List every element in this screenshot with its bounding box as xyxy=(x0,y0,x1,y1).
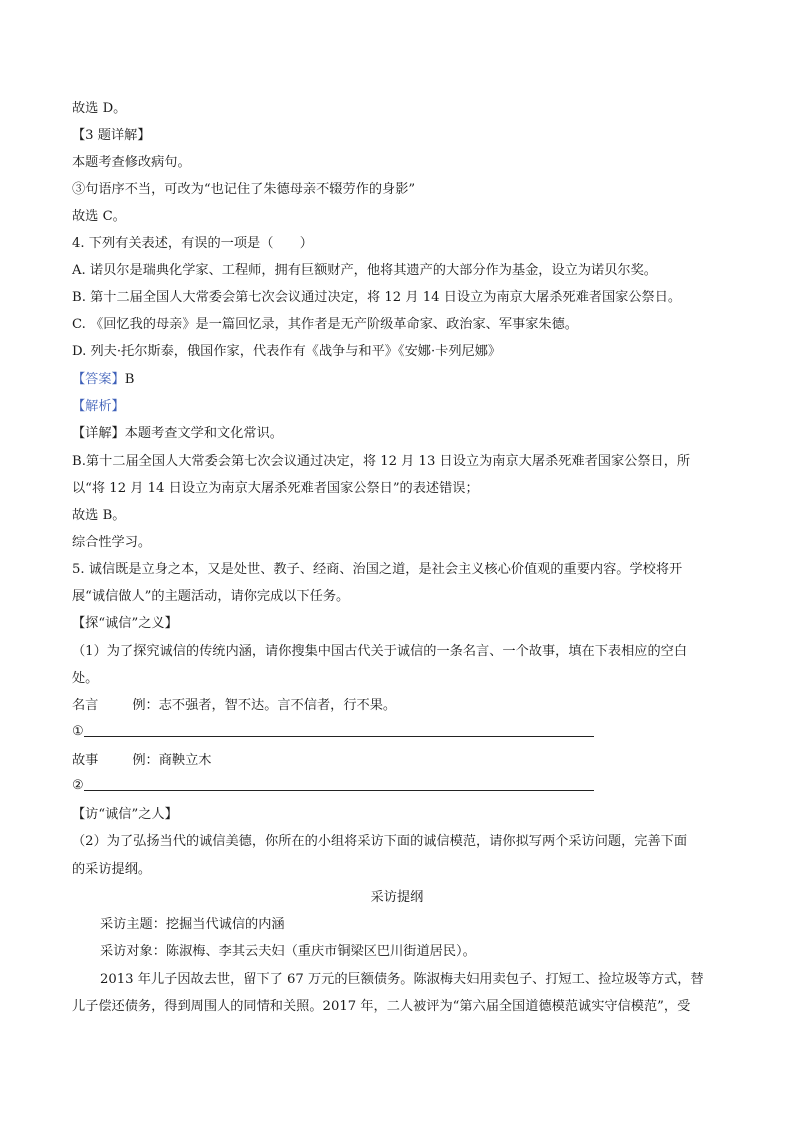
text-line: （2）为了弘扬当代的诚信美德，你所在的小组将采访下面的诚信模范，请你拟写两个采访问题，完善下面 xyxy=(72,834,688,849)
quote-row xyxy=(72,694,396,713)
story-row xyxy=(72,749,212,768)
section-heading: 【3 题详解】 xyxy=(72,128,151,143)
option-d: D. 列夫·托尔斯泰，俄国作家，代表作有《战争与和平》《安娜·卡列尼娜》 xyxy=(72,344,502,359)
text-line: 采访对象：陈淑梅、李其云夫妇（重庆市铜梁区巴川街道居民）。 xyxy=(100,944,476,959)
text-line: 展“诚信做人”的主题活动，请你完成以下任务。 xyxy=(72,589,350,604)
text-line: 故选 B。 xyxy=(72,508,126,523)
analysis-tag: 【解析】 xyxy=(72,399,125,414)
text-line: 故选 C。 xyxy=(72,209,126,224)
answer-tag: 【答案】 xyxy=(72,372,125,387)
answer-blank-2[interactable] xyxy=(84,776,594,791)
text-line: （1）为了探究诚信的传统内涵，请你搜集中国古代关于诚信的一条名言、一个故事，填在下表相应的空白 xyxy=(72,644,688,659)
text-line: 本题考查修改病句。 xyxy=(72,155,191,170)
story-example: 例：商鞅立木 xyxy=(132,753,212,768)
text-line: 以“将 12 月 14 日设立为南京大屠杀死难者国家公祭日”的表述错误； xyxy=(72,481,479,496)
option-b: B. 第十二届全国人大常委会第七次会议通过决定，将 12 月 14 日设立为南京大屠杀死难者国家公祭日。 xyxy=(72,290,682,305)
text-line: 处。 xyxy=(72,671,99,686)
answer-blank-row xyxy=(72,776,594,793)
text-line: 2013 年儿子因故去世，留下了 67 万元的巨额债务。陈淑梅夫妇用卖包子、打短工、捡垃圾等方式，替 xyxy=(100,972,704,987)
question-4: 4. 下列有关表述，有误的一项是（ ） xyxy=(72,236,313,251)
text-line: 儿子偿还债务，得到周围人的同情和关照。2017 年，二人被评为“第六届全国道德模范诚实守信模范”，受 xyxy=(72,999,691,1014)
option-a: A. 诺贝尔是瑞典化学家、工程师，拥有巨额财产，他将其遗产的大部分作为基金，设立为诺贝尔奖。 xyxy=(72,263,657,278)
text-line: 【详解】本题考查文学和文化常识。 xyxy=(72,426,283,441)
blank-number: ① xyxy=(72,724,84,739)
outline-title: 采访提纲 xyxy=(370,890,424,905)
answer-blank-row xyxy=(72,722,594,739)
text-line: ③句语序不当，可改为“也记住了朱德母亲不辍劳作的身影” xyxy=(72,182,416,197)
section-heading: 【访“诚信”之人】 xyxy=(72,807,178,822)
text-line: 的采访提纲。 xyxy=(72,862,152,877)
blank-number: ② xyxy=(72,778,84,793)
story-label: 故事 xyxy=(72,753,99,768)
text-line: 采访主题：挖掘当代诚信的内涵 xyxy=(100,917,285,932)
section-heading: 【探“诚信”之义】 xyxy=(72,616,178,631)
text-line: B.第十二届全国人大常委会第七次会议通过决定，将 12 月 13 日设立为南京大屠杀死难者国家公祭日，所 xyxy=(72,454,691,469)
quote-example: 例：志不强者，智不达。言不信者，行不果。 xyxy=(132,698,397,713)
text-line: 故选 D。 xyxy=(72,101,127,116)
quote-label: 名言 xyxy=(72,698,99,713)
answer-value: B xyxy=(124,372,135,387)
answer-blank-1[interactable] xyxy=(84,722,594,737)
option-c: C. 《回忆我的母亲》是一篇回忆录，其作者是无产阶级革命家、政治家、军事家朱德。 xyxy=(72,317,578,332)
question-5: 5. 诚信既是立身之本，又是处世、教子、经商、治国之道，是社会主义核心价值观的重要内容。学校将开 xyxy=(72,562,683,577)
answer-line xyxy=(72,368,134,387)
text-line: 综合性学习。 xyxy=(72,535,152,550)
